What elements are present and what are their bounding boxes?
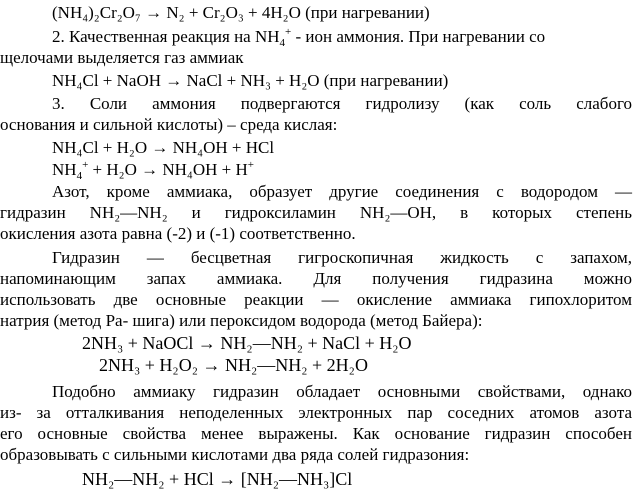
text-segment: NH	[52, 160, 77, 179]
equation-hydrolysis-2	[52, 160, 638, 180]
subscript: 4	[76, 170, 83, 182]
paragraph-5-line-3: использовать две основные реакции — окисление аммиака гипохлоритом	[0, 290, 632, 309]
paragraph-3-line-2: основания и сильной кислоты) – среда кислая:	[0, 115, 338, 134]
superscript: +	[247, 159, 254, 171]
text-segment: 2. Качественная реакция на NH	[52, 27, 280, 46]
paragraph-5-line-2: напоминающим запах аммиака. Для получения гидразина можно	[0, 269, 632, 288]
superscript: +	[82, 159, 89, 171]
paragraph-6-line-1: Подобно аммиаку гидразин обладает основными свойствами, однако	[52, 382, 632, 401]
equation-ammonium-chloride-naoh: NH₄Cl + NaOH → NaCl + NH₃ + H₂O (при нагревании)	[52, 71, 449, 90]
text-segment: - ион аммония. При нагревании со	[291, 27, 546, 46]
paragraph-5-line-4: натрия (метод Ра- шига) или пероксидом водорода (метод Байера):	[0, 311, 483, 330]
paragraph-5-line-1: Гидразин — бесцветная гигроскопичная жидкость с запахом,	[52, 248, 632, 267]
equation-hydrolysis-1: NH₄Cl + H₂O → NH₄OH + HCl	[52, 138, 275, 157]
equation-raschig: 2NH₃ + NaOCl → NH₂—NH₂ + NaCl + H₂O	[82, 333, 412, 353]
paragraph-2-line-1	[52, 27, 638, 47]
paragraph-3-line-1: 3. Соли аммония подвергаются гидролизу (как соль слабого	[52, 94, 632, 113]
text-segment: + H₂O → NH₄OH + H	[88, 160, 248, 179]
equation-hydrazonium-salt: NH₂—NH₂ + HCl → [NH₂—NH₃]Cl	[82, 469, 353, 489]
equation-bayer: 2NH₃ + H₂O₂ → NH₂—NH₂ + 2H₂O	[99, 355, 368, 375]
equation-dichromate-decomposition: (NH₄)₂Cr₂O₇ → N₂ + Cr₂O₃ + 4H₂O (при нагревании)	[52, 3, 430, 22]
subscript: 4	[279, 37, 286, 49]
paragraph-6-line-3: его основные свойства менее выражены. Как основание гидразин способен	[0, 424, 632, 443]
paragraph-4-line-2: гидразин NH₂—NH₂ и гидроксиламин NH₂—OH, в которых степень	[0, 203, 632, 222]
paragraph-6-line-2: из- за отталкивания неподеленных электронных пар соседних атомов азота	[0, 403, 632, 422]
paragraph-4-line-3: окисления азота равна (-2) и (-1) соответственно.	[0, 224, 356, 243]
paragraph-4-line-1: Азот, кроме аммиака, образует другие соединения с водородом —	[52, 182, 632, 201]
paragraph-6-line-4: образовывать с сильными кислотами два ряда солей гидразония:	[0, 445, 470, 464]
superscript: +	[285, 26, 292, 38]
paragraph-2-line-2: щелочами выделяется газ аммиак	[0, 48, 244, 67]
